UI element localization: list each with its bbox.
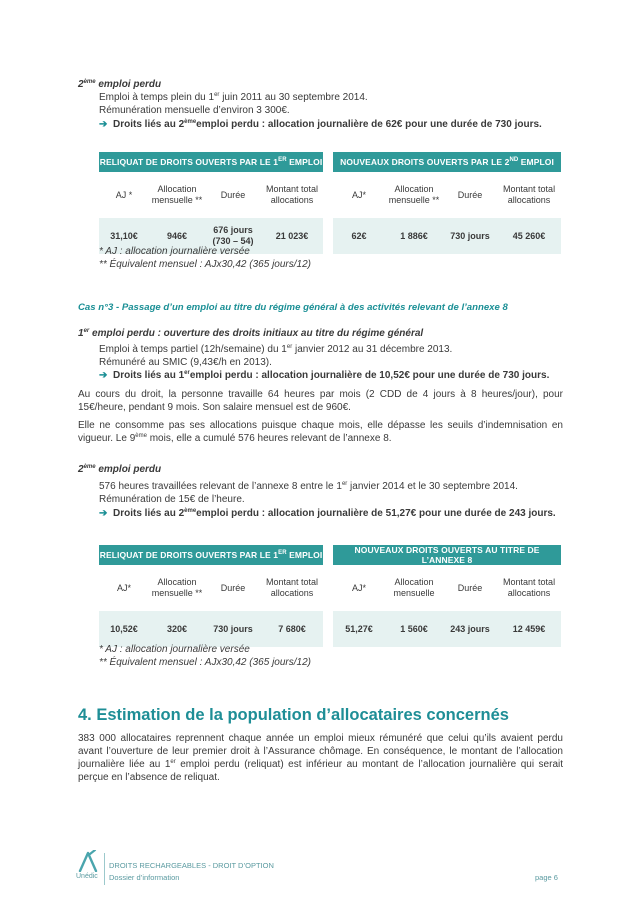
table1-col-header: AJ * [115, 189, 133, 200]
footer-subtitle: Dossier d’information [109, 873, 180, 882]
table1-right-header: NOUVEAUX DROITS OUVERTS PAR LE 2ND EMPLOI [333, 152, 561, 172]
case3-paragraph-1: Au cours du droit, la personne travaille 64 heures par mois (2 CDD de 4 jours à 8 heures/jour), pour 15€/heure, pendant 9 mois. Son salaire mensuel est de 960€. [78, 389, 563, 413]
page-number: page 6 [535, 873, 558, 882]
table1-col-header: Durée [457, 189, 483, 200]
table2-col-header: Durée [457, 582, 483, 593]
table1-col-header: Allocation mensuelle ** [388, 184, 440, 205]
table2-cell: 1 560€ [385, 611, 443, 647]
table2-note-1: * AJ : allocation journalière versée [99, 644, 250, 655]
table2-col-header: Montant total allocations [266, 577, 319, 598]
table-1 [99, 152, 561, 254]
table1-cell: 730 jours [443, 218, 497, 254]
table2-col-header: Allocation mensuelle ** [151, 577, 203, 598]
table1-col-header: Durée [220, 189, 246, 200]
table2-cell: 243 jours [443, 611, 497, 647]
table2-left-header: RELIQUAT DE DROITS OUVERTS PAR LE 1ER EMPLOI [99, 545, 323, 565]
section4-title: 4. Estimation de la population d’allocataires concernés [78, 706, 509, 724]
unedic-logo-icon [76, 850, 102, 872]
table1-cell: 1 886€ [385, 218, 443, 254]
case3-paragraph-2: Elle ne consomme pas ses allocations puisque chaque mois, elle dépasse les seuils d’indemnisation en vigueur. Le 9ème mois, elle a cumulé 576 heures relevant de l’annexe 8. [78, 420, 563, 444]
table1-cell: 946€ [149, 218, 205, 254]
table2-cell: 730 jours [205, 611, 261, 647]
section4-paragraph: 383 000 allocataires reprennent chaque année un emploi mieux rémunéré que celui qu’ils avaient perdu avant l’ouverture de leur premier droit à l’Assurance chômage. En conséquence, le montant de l’allocation journalière liée au 1er emploi perdu (reliquat) est inférieur au montant de l’allocation journalière qui serait perçue en l’absence de reliquat. [78, 733, 563, 783]
block1-line1: Emploi à temps plein du 1er juin 2011 au 30 septembre 2014. [99, 92, 368, 103]
table1-note-1: * AJ : allocation journalière versée [99, 246, 250, 257]
table1-cell: 62€ [333, 218, 385, 254]
block2-heading: 2ème emploi perdu [78, 464, 162, 475]
table2-col-header: Montant total allocations [503, 577, 556, 598]
arrow-right-icon: ➔ [99, 370, 108, 381]
table1-col-header: Montant total allocations [266, 184, 319, 205]
arrow-right-icon: ➔ [99, 508, 108, 519]
table1-left-header: RELIQUAT DE DROITS OUVERTS PAR LE 1ER EMPLOI [99, 152, 323, 172]
table1-cell: 45 260€ [497, 218, 561, 254]
table1-note-2: ** Équivalent mensuel : AJx30,42 (365 jours/12) [99, 259, 311, 270]
table2-col-header: AJ* [352, 582, 367, 593]
block1-heading: 2ème emploi perdu [78, 79, 162, 90]
table1-cell: 21 023€ [261, 218, 323, 254]
case3-line2: Rémunéré au SMIC (9,43€/h en 2013). [99, 357, 272, 368]
table1-col-header: AJ* [352, 189, 367, 200]
logo-text: Unédic [76, 873, 98, 880]
table-2 [99, 545, 561, 647]
block2-line1: 576 heures travaillées relevant de l’annexe 8 entre le 1er janvier 2014 et le 30 septembre 2014. [99, 481, 518, 492]
table1-cell: 31,10€ [99, 218, 149, 254]
table2-note-2: ** Équivalent mensuel : AJx30,42 (365 jours/12) [99, 657, 311, 668]
block1-rights: ➔ Droits liés au 2èmeemploi perdu : allocation journalière de 62€ pour une durée de 730 jours. [99, 119, 542, 130]
table1-col-header: Montant total allocations [503, 184, 556, 205]
table2-cell: 12 459€ [497, 611, 561, 647]
table2-cell: 320€ [149, 611, 205, 647]
case3-subheading: 1er emploi perdu : ouverture des droits initiaux au titre du régime général [78, 328, 424, 339]
case3-rights: ➔ Droits liés au 1eremploi perdu : allocation journalière de 10,52€ pour une durée de 730 jours. [99, 370, 550, 381]
block2-rights: ➔ Droits liés au 2èmeemploi perdu : allocation journalière de 51,27€ pour une durée de 243 jours. [99, 508, 556, 519]
footer-divider [104, 853, 105, 885]
block1-line2: Rémunération mensuelle d’environ 3 300€. [99, 105, 290, 116]
table2-cell: 10,52€ [99, 611, 149, 647]
table1-col-header: Allocation mensuelle ** [151, 184, 203, 205]
case3-line1: Emploi à temps partiel (12h/semaine) du 1er janvier 2012 au 31 décembre 2013. [99, 344, 453, 355]
table2-col-header: Durée [220, 582, 246, 593]
block2-line2: Rémunération de 15€ de l’heure. [99, 494, 245, 505]
table2-col-header: Allocation mensuelle [393, 577, 435, 598]
table2-cell: 7 680€ [261, 611, 323, 647]
table2-right-header: NOUVEAUX DROITS OUVERTS AU TITRE DE L’ANNEXE 8 [333, 545, 561, 565]
table1-cell: 676 jours (730 – 54) [205, 218, 261, 254]
case3-title: Cas n°3 - Passage d’un emploi au titre du régime général à des activités relevant de l’annexe 8 [78, 302, 508, 313]
table2-cell: 51,27€ [333, 611, 385, 647]
footer-title: DROITS RECHARGEABLES - DROIT D’OPTION [109, 861, 274, 870]
arrow-right-icon: ➔ [99, 119, 108, 130]
table2-col-header: AJ* [116, 582, 131, 593]
